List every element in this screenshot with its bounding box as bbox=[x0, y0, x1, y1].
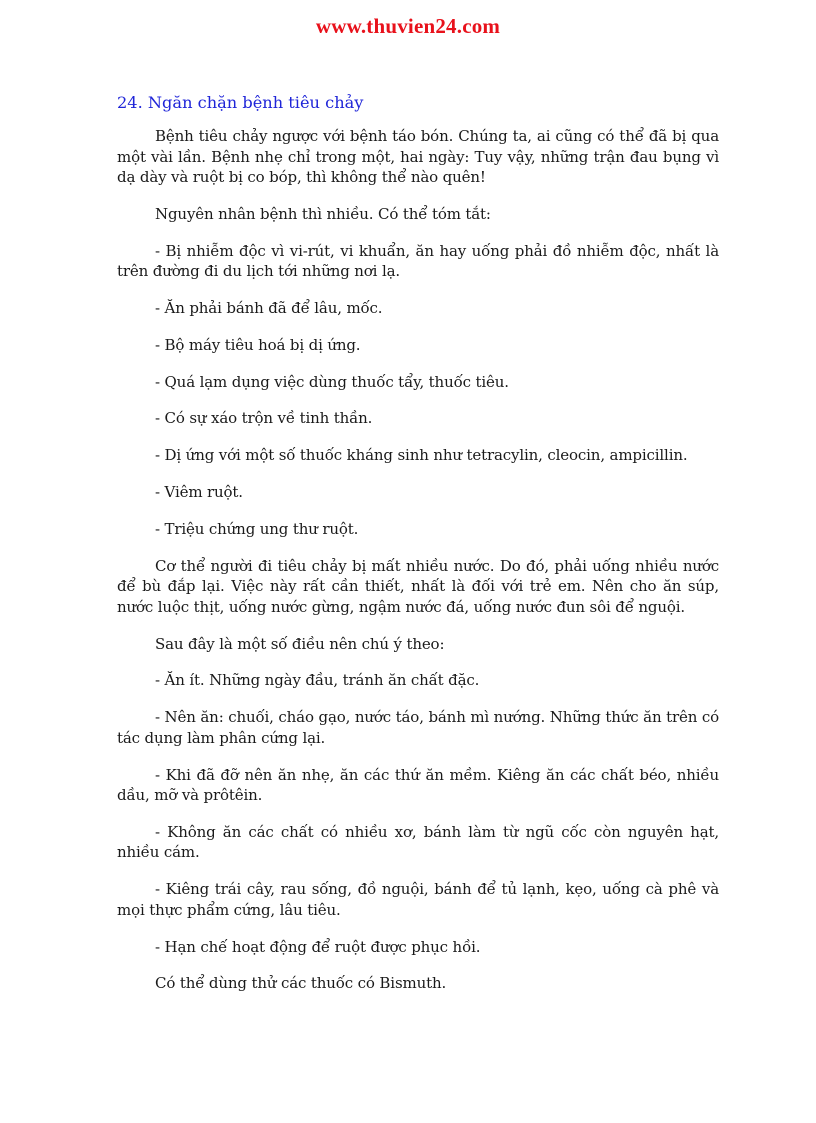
list-item: - Nên ăn: chuối, cháo gạo, nước táo, bánh mì nướng. Những thức ăn trên có tác dụng làm phân cứng lại. bbox=[117, 708, 719, 747]
list-item: - Không ăn các chất có nhiều xơ, bánh làm từ ngũ cốc còn nguyên hạt, nhiều cám. bbox=[117, 822, 719, 862]
list-item: - Viêm ruột. bbox=[155, 483, 243, 502]
list-item: - Triệu chứng ung thư ruột. bbox=[155, 519, 359, 538]
list-item: - Có sự xáo trộn về tinh thần. bbox=[155, 409, 373, 428]
paragraph: Bệnh tiêu chảy ngược với bệnh táo bón. Chúng ta, ai cũng có thể đã bị qua một vài lần. Bệnh nhẹ chỉ trong một, hai ngày: Tuy vậy, những trận đau bụng vì dạ dày và ruột bị co bóp, thì không thể nào quên! bbox=[117, 127, 719, 187]
article bbox=[117, 92, 719, 1010]
list-item: - Bị nhiễm độc vì vi-rút, vi khuẩn, ăn hay uống phải đồ nhiễm độc, nhất là trên đường đi du lịch tới những nơi lạ. bbox=[117, 241, 719, 281]
list-item: - Hạn chế hoạt động để ruột được phục hồi. bbox=[155, 937, 481, 956]
article-title: 24. Ngăn chặn bệnh tiêu chảy bbox=[117, 93, 364, 112]
list-item: - Ăn ít. Những ngày đầu, tránh ăn chất đặc. bbox=[155, 671, 480, 690]
list-item: - Khi đã đỡ nên ăn nhẹ, ăn các thứ ăn mềm. Kiêng ăn các chất béo, nhiều dầu, mỡ và prôtêin. bbox=[117, 765, 719, 805]
list-item: - Dị ứng với một số thuốc kháng sinh như tetracylin, cleocin, ampicillin. bbox=[155, 446, 688, 465]
site-url-header: www.thuvien24.com bbox=[315, 14, 501, 38]
list-item: - Quá lạm dụng việc dùng thuốc tẩy, thuốc tiêu. bbox=[155, 372, 509, 391]
list-item: - Bộ máy tiêu hoá bị dị ứng. bbox=[155, 335, 361, 354]
list-item: - Kiêng trái cây, rau sống, đồ nguội, bánh để tủ lạnh, kẹo, uống cà phê và mọi thực phẩm cứng, lâu tiêu. bbox=[117, 880, 719, 919]
paragraph: Nguyên nhân bệnh thì nhiều. Có thể tóm tắt: bbox=[155, 204, 491, 223]
paragraph: Có thể dùng thử các thuốc có Bismuth. bbox=[155, 974, 447, 993]
paragraph: Sau đây là một số điều nên chú ý theo: bbox=[155, 634, 445, 653]
list-item: - Ăn phải bánh đã để lâu, mốc. bbox=[155, 299, 383, 318]
paragraph: Cơ thể người đi tiêu chảy bị mất nhiều nước. Do đó, phải uống nhiều nước để bù đắp lại. Việc này rất cần thiết, nhất là đối với trẻ em. Nên cho ăn súp, nước luộc thịt, uống nước gừng, ngậm nước đá, uống nước đun sôi để nguội. bbox=[117, 556, 719, 616]
